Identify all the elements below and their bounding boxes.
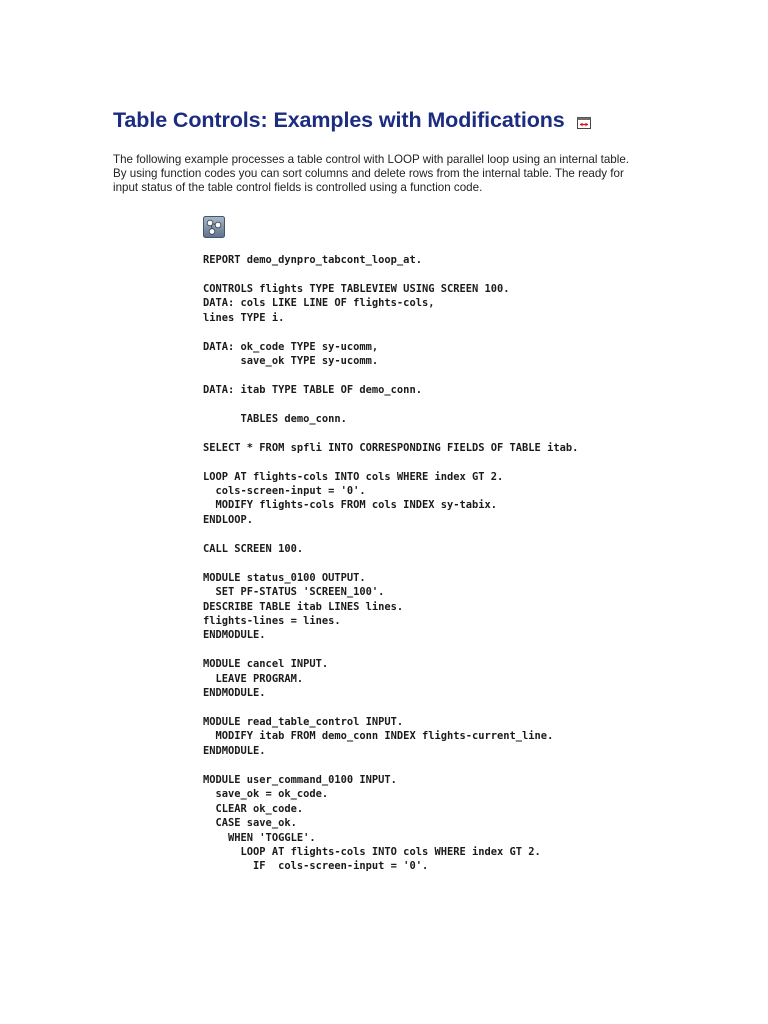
code-line: ENDMODULE. bbox=[203, 629, 266, 642]
code-line: CONTROLS flights TYPE TABLEVIEW USING SCREEN 100. bbox=[203, 282, 510, 295]
code-line: MODULE read_table_control INPUT. bbox=[203, 716, 404, 728]
code-line: ENDMODULE. bbox=[203, 744, 266, 757]
title-row bbox=[113, 108, 591, 133]
code-line bbox=[203, 527, 578, 541]
code-line: DATA: cols LIKE LINE OF flights-cols, bbox=[203, 297, 435, 310]
code-line bbox=[203, 701, 578, 715]
code-line: MODULE cancel INPUT. bbox=[203, 658, 329, 671]
code-line: IF cols-screen-input = '0'. bbox=[203, 860, 429, 873]
code-line: DATA: ok_code TYPE sy-ucomm, bbox=[203, 340, 379, 353]
code-line bbox=[203, 397, 578, 411]
code-line: SET PF-STATUS 'SCREEN_100'. bbox=[203, 586, 385, 599]
intro-paragraph: The following example processes a table control with LOOP with parallel loop using an internal table. By using function codes you can sort columns and delete rows from the internal table. The ready for input status of the table control fields is controlled using a function code. bbox=[113, 153, 629, 195]
code-line: save_ok = ok_code. bbox=[203, 788, 329, 801]
code-line: REPORT demo_dynpro_tabcont_loop_at. bbox=[203, 254, 422, 266]
code-line: cols-screen-input = '0'. bbox=[203, 485, 366, 497]
code-line bbox=[203, 643, 578, 657]
code-line bbox=[203, 267, 578, 281]
code-line: CALL SCREEN 100. bbox=[203, 542, 304, 555]
code-line: flights-lines = lines. bbox=[203, 614, 341, 627]
code-line: CLEAR ok_code. bbox=[203, 802, 304, 815]
window-link-icon[interactable] bbox=[577, 117, 591, 129]
code-line: MODULE user_command_0100 INPUT. bbox=[203, 773, 397, 786]
code-line: TABLES demo_conn. bbox=[203, 412, 347, 425]
code-line: LEAVE PROGRAM. bbox=[203, 672, 304, 685]
code-line bbox=[203, 556, 578, 570]
code-line: lines TYPE i. bbox=[203, 311, 285, 324]
code-line: WHEN 'TOGGLE'. bbox=[203, 831, 316, 844]
code-line: MODIFY itab FROM demo_conn INDEX flights-current_line. bbox=[203, 730, 554, 743]
code-line: SELECT * FROM spfli INTO CORRESPONDING FIELDS OF TABLE itab. bbox=[203, 441, 579, 454]
code-line bbox=[203, 426, 578, 440]
code-line: DATA: itab TYPE TABLE OF demo_conn. bbox=[203, 383, 422, 396]
code-line: LOOP AT flights-cols INTO cols WHERE index GT 2. bbox=[203, 845, 541, 858]
code-line bbox=[203, 758, 578, 772]
page-title: Table Controls: Examples with Modifications bbox=[113, 108, 565, 132]
code-line bbox=[203, 325, 578, 339]
code-line bbox=[203, 455, 578, 469]
code-line: CASE save_ok. bbox=[203, 817, 297, 830]
code-line: DESCRIBE TABLE itab LINES lines. bbox=[203, 600, 404, 613]
code-line: save_ok TYPE sy-ucomm. bbox=[203, 355, 379, 368]
code-line bbox=[203, 369, 578, 383]
example-program-icon[interactable] bbox=[203, 216, 225, 238]
code-listing bbox=[203, 253, 578, 874]
code-line: MODIFY flights-cols FROM cols INDEX sy-tabix. bbox=[203, 499, 498, 512]
code-line: ENDMODULE. bbox=[203, 687, 266, 700]
code-line: ENDLOOP. bbox=[203, 513, 254, 526]
code-line: LOOP AT flights-cols INTO cols WHERE index GT 2. bbox=[203, 470, 504, 483]
code-line: MODULE status_0100 OUTPUT. bbox=[203, 571, 366, 584]
